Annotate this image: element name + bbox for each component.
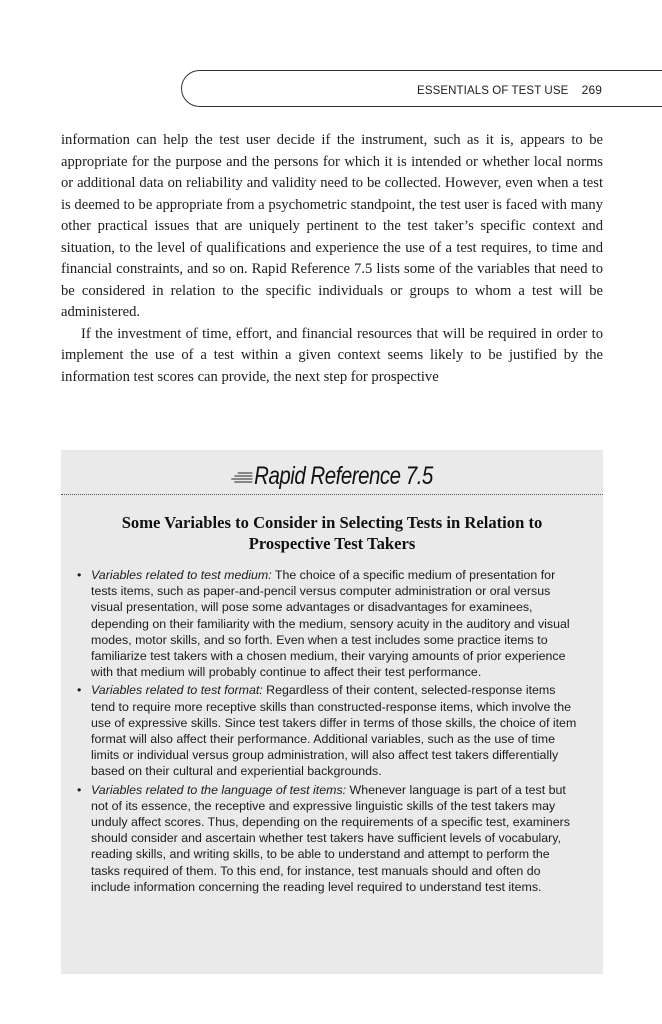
running-head <box>300 83 602 97</box>
item-text: Regardless of their content, selected-response items tend to require more receptive skills than constructed-response items, which involve the use of expressive skills. Since test takers differ in terms of those skills, the choice of item format will also affect their performance. Additional variables, such as the use of time limits or individual versus group administration, will also affect test takers differentially based on their cultural and experiential backgrounds. <box>91 683 577 779</box>
rapid-reference-heading: Some Variables to Consider in Selecting Tests in Relation to Prospective Test Takers <box>121 513 543 553</box>
speed-lines-icon <box>231 463 252 492</box>
rapid-reference-box <box>61 450 603 974</box>
bullet: • <box>77 782 82 797</box>
body-paragraph: information can help the test user decide if the instrument, such as it is, appears to be appropriate for the purpose and the persons for which it is intended or whether local norms or additional data on reliability and validity need to be collected. However, even when a test is deemed to be appropriate from a psychometric standpoint, the test user is faced with many other practical issues that are uniquely pertinent to the test taker’s specific context and situation, to the level of qualifications and experience the use of a test requires, to time and financial constraints, and so on. Rapid Reference 7.5 lists some of the variables that need to be considered in relation to the specific individuals or groups to whom a test will be administered. <box>61 132 603 320</box>
body-text <box>61 130 603 388</box>
bullet: • <box>77 683 82 698</box>
list-item <box>77 567 581 680</box>
list-item <box>77 782 581 895</box>
rapid-reference-title: Rapid Reference 7.5 <box>254 462 433 490</box>
running-head-title: ESSENTIALS OF TEST USE <box>417 85 569 97</box>
body-paragraph: If the investment of time, effort, and financial resources that will be required in order to implement the use of a test within a given context seems likely to be justified by the information test scores can provide, the next step for prospective <box>61 325 603 385</box>
rapid-reference-banner <box>110 462 554 492</box>
item-text: Whenever language is part of a test but not of its essence, the receptive and expressive linguistic skills of the test takers may unduly affect scores. Thus, depending on the requirements of a specific test, examiners should consider and ascertain whether test takers have sufficient levels of vocabulary, reading skills, and writing skills, to be able to understand and attempt to perform the tasks required of them. To this end, for instance, test manuals should and often do include information concerning the reading level required to understand test items. <box>91 782 570 894</box>
list-item <box>77 682 581 779</box>
item-lead: Variables related to test medium: <box>91 568 272 582</box>
variables-list <box>77 567 581 897</box>
page-number: 269 <box>581 83 602 97</box>
item-lead: Variables related to test format: <box>91 683 263 698</box>
item-lead: Variables related to the language of test items: <box>91 782 347 797</box>
bullet: • <box>77 568 82 582</box>
dotted-divider <box>61 494 603 495</box>
item-text: The choice of a specific medium of presentation for tests items, such as paper-and-pencil versus computer administration or oral versus visual presentation, will pose some advantages or disadvantages for examinees, depending on their familiarity with the medium, sensory acuity in the auditory and visual modes, motor skills, and so forth. Even when a test includes some practice items to familiarize test takers with a chosen medium, their varying amounts of prior experience with that medium will probably continue to affect their test performance. <box>91 568 570 680</box>
